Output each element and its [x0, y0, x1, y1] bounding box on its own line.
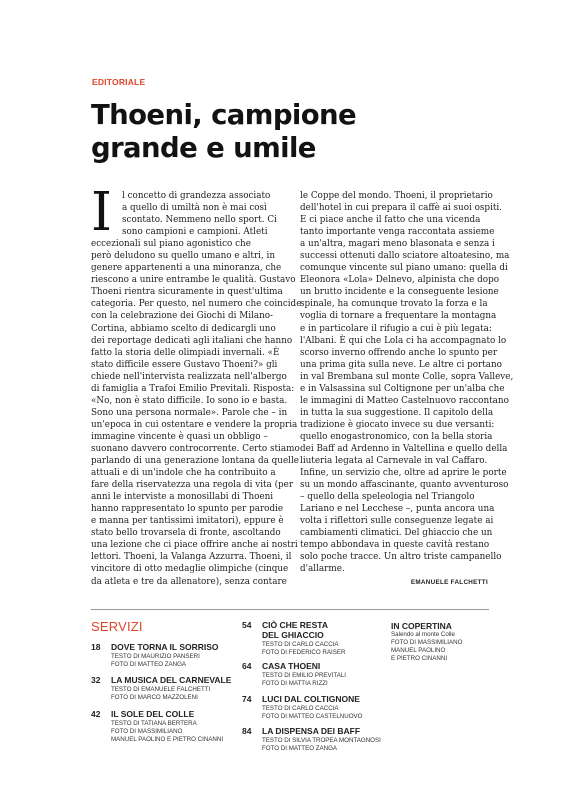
article-title: Thoeni, campione grande e umile	[91, 99, 357, 164]
body-text-line: E ci piace anche il fatto che una vicenda	[300, 215, 481, 226]
body-text-line: hanno rappresentato lo spunto per parodie	[91, 504, 284, 515]
cover-line: FOTO DI MASSIMILIANO	[391, 639, 463, 646]
body-text-line: riescono a unire entrambe le qualità. Gustavo	[91, 275, 296, 286]
service-item[interactable]	[91, 675, 241, 703]
body-text-line: – quello della speleologia nel Triangolo	[300, 492, 475, 503]
body-text-line: solo poche tracce. Un altro triste campanello	[300, 552, 502, 563]
body-text-line: immagine vincente è quasi un obbligo –	[91, 431, 268, 442]
body-text-line: l concetto di grandezza associato	[122, 191, 271, 201]
section-label: EDITORIALE	[92, 77, 146, 87]
service-credit: TESTO DI TATIANA BERTERA	[111, 720, 197, 727]
body-text-line: anni le interviste a monosillabi di Thoeni	[91, 492, 274, 503]
body-text-line: dei Baff ad Ardenno in Valtellina e quello della	[300, 443, 508, 454]
service-title: DEL GHIACCIO	[262, 630, 324, 640]
body-text-line: stato bello trovarsela di fronte, ascoltando	[91, 528, 281, 539]
body-text-line: Cortina, abbiamo scelto di dedicargli uno	[91, 323, 276, 334]
body-text-line: e in particolare il rifugio a cui è più legata:	[300, 323, 492, 334]
body-text-line: Sono una persona normale». Parole che – in	[91, 407, 288, 418]
body-text-line: liuteria legata al Carnevale in val Caffaro.	[300, 456, 488, 467]
body-text-line: e in Valsassina sul Coltignone per un'alba che	[300, 383, 505, 394]
drop-cap: I	[91, 182, 112, 243]
body-text-line: Lariano e nel Lecchese –, punta ancora una	[300, 504, 495, 515]
service-page-number: 18	[91, 642, 101, 652]
service-page-number: 54	[242, 620, 252, 630]
body-text-line: le immagini di Matteo Castelnuovo raccontano	[300, 395, 509, 406]
cover-line: Salendo al monte Colle	[391, 631, 455, 638]
body-text-line: attuali e di un'indole che ha contribuito a	[91, 468, 276, 479]
body-text-line: a quello di umiltà non è mai così	[122, 203, 267, 214]
body-text-line: voglia di tornare a frequentare la montagna	[300, 311, 497, 322]
body-text-line: Infine, un servizio che, oltre ad aprire le porte	[300, 468, 507, 479]
section-divider	[91, 609, 489, 610]
body-text-line: una prima gita sulla neve. Le altre ci portano	[300, 359, 502, 370]
service-title: CASA THOENI	[262, 661, 321, 671]
service-item[interactable]	[242, 726, 392, 754]
body-column-left	[91, 190, 308, 588]
service-credit: TESTO DI CARLO CACCIA	[262, 641, 339, 648]
body-text-line: fare della riservatezza una regola di vita (per	[91, 480, 294, 491]
service-title: IL SOLE DEL COLLE	[111, 709, 195, 719]
body-text-line: tanto importante venga raccontata assieme	[300, 227, 495, 238]
cover-line: E PIETRO CINANNI	[391, 655, 448, 662]
service-credit: TESTO DI EMANUELE FALCHETTI	[111, 686, 211, 693]
body-text-line: cambiamenti climatici. Del ghiaccio che un	[300, 528, 493, 539]
body-text-line: dei reportage dedicati agli italiani che hanno	[91, 335, 293, 346]
body-text-line: Eleonora «Lola» Delnevo, alpinista che dopo	[300, 275, 500, 286]
body-text-line: in val Brembana sul monte Colle, sopra Valleve,	[300, 371, 514, 382]
cover-credit	[391, 621, 462, 663]
body-text-line: Thoeni rientra sicuramente in quest'ultima	[91, 287, 283, 298]
body-text-line: scontato. Nemmeno nello sport. Ci	[122, 215, 277, 226]
service-item[interactable]	[242, 661, 382, 689]
body-text-line: genere appartenenti a una minoranza, che	[91, 263, 282, 274]
body-text-line: di famiglia a Trafoi Emilio Previtali. Risposta:	[91, 383, 295, 394]
body-text-line: le Coppe del mondo. Thoeni, il proprietario	[300, 191, 493, 201]
service-page-number: 42	[91, 709, 101, 719]
body-text-line: suonano davvero controcorrente. Certo stiamo	[91, 443, 300, 454]
service-page-number: 84	[242, 726, 252, 736]
body-text-line: con la celebrazione dei Giochi di Milano-	[91, 311, 274, 322]
body-text-line: una lezione che ci piace offrire anche ai nostri	[91, 540, 298, 551]
service-title: LUCI DAL COLTIGNONE	[262, 694, 360, 704]
service-credit: MANUEL PAOLINO E PIETRO CINANNI	[111, 736, 224, 743]
body-text-line: successi ottenuti dallo sciatore altoatesino, ma	[300, 251, 510, 262]
service-credit: TESTO DI EMILIO PREVITALI	[262, 672, 347, 679]
service-item[interactable]	[242, 694, 382, 722]
body-text-line: d'allarme.	[300, 564, 345, 575]
service-credit: FOTO DI MATTIA RIZZI	[262, 680, 328, 687]
body-text-line: e manna per tantissimi imitatori), eppure è	[91, 516, 284, 527]
author-signature: EMANUELE FALCHETTI	[410, 579, 488, 586]
service-credit: TESTO DI MAURIZIO PANSERI	[111, 653, 200, 660]
body-text-line: a un'altra, magari meno blasonata e senza i	[300, 239, 495, 250]
services-heading: SERVIZI	[91, 619, 143, 634]
body-text-line: parlando di una generazione lontana da quelle	[91, 456, 299, 467]
body-text-line: chiede nell'intervista realizzata nell'albergo	[91, 371, 287, 382]
service-page-number: 32	[91, 675, 101, 685]
body-text-line: però deludono su quello umano e altri, in	[91, 251, 276, 262]
service-credit: FOTO DI FEDERICO RAISER	[262, 649, 346, 656]
body-text-line: eccezionali sul piano agonistico che	[91, 239, 251, 250]
service-credit: FOTO DI MASSIMILIANO	[111, 728, 183, 735]
service-page-number: 64	[242, 661, 252, 671]
body-text-line: scorso inverno offrendo anche lo spunto per	[300, 347, 498, 358]
body-text-line: fatto la storia delle olimpiadi invernali. «È	[91, 347, 280, 358]
body-text-line: su un mondo affascinante, quanto avventuroso	[300, 480, 509, 491]
body-text-line: stato difficile essere Gustavo Thoeni?» gli	[91, 359, 278, 370]
body-text-line: spinale, ha comunque trovato la forza e la	[300, 299, 488, 310]
service-credit: FOTO DI MATTEO CASTELNUOVO	[262, 713, 363, 720]
body-text-line: «No, non è stato difficile. Io sono io e basta.	[91, 395, 288, 406]
body-text-line: l'Albani. È qui che Lola ci ha accompagnato lo	[300, 335, 507, 346]
body-text-line: un brutto incidente e la conseguente lesione	[300, 287, 499, 298]
body-column-right	[300, 190, 514, 576]
body-text-line: un'epoca in cui ostentare e vendere la propria	[91, 419, 298, 430]
cover-line: MANUEL PAOLINO	[391, 647, 446, 654]
body-text-line: dell'hotel in cui prepara il caffè ai suoi ospiti.	[300, 203, 503, 214]
service-title: LA MUSICA DEL CARNEVALE	[111, 675, 232, 685]
service-title: CIÒ CHE RESTA	[262, 620, 328, 630]
cover-heading: IN COPERTINA	[391, 621, 452, 631]
body-text-line: da atleta e tre da allenatore), senza contare	[91, 576, 287, 587]
service-item[interactable]	[91, 642, 241, 670]
service-credit: TESTO DI CARLO CACCIA	[262, 705, 339, 712]
body-text-line: sono campioni e campioni. Atleti	[122, 227, 268, 238]
service-credit: FOTO DI MATTEO ZANGA	[262, 745, 338, 752]
body-text-line: vincitore di otto medaglie olimpiche (cinque	[91, 564, 289, 575]
service-page-number: 74	[242, 694, 252, 704]
body-text-line: volta i riflettori sulle conseguenze legate ai	[300, 516, 494, 527]
body-text-line: tradizione è giocato invece su due versanti:	[300, 419, 495, 430]
service-title: DOVE TORNA IL SORRISO	[111, 642, 219, 652]
service-title: LA DISPENSA DEI BAFF	[262, 726, 361, 736]
body-text-line: lettori. Thoeni, la Valanga Azzurra. Thoeni, il	[91, 552, 292, 563]
body-text-line: tempo abbondava in queste cavità restano	[300, 540, 490, 551]
body-text-line: categoria. Per questo, nel numero che coincide	[91, 299, 302, 310]
service-credit: FOTO DI MATTEO ZANGA	[111, 661, 187, 668]
body-text-line: comunque vincente sul piano umano: quella di	[300, 263, 508, 274]
service-credit: TESTO DI SILVIA TROPEA MONTAGNOSI	[262, 737, 381, 744]
service-item[interactable]	[91, 709, 241, 745]
service-credit: FOTO DI MARCO MAZZOLENI	[111, 694, 198, 701]
body-text-line: in tutta la sua suggestione. Il capitolo della	[300, 407, 494, 418]
service-item[interactable]	[242, 620, 382, 656]
body-text-line: quello enogastronomico, con la bella storia	[300, 431, 493, 442]
